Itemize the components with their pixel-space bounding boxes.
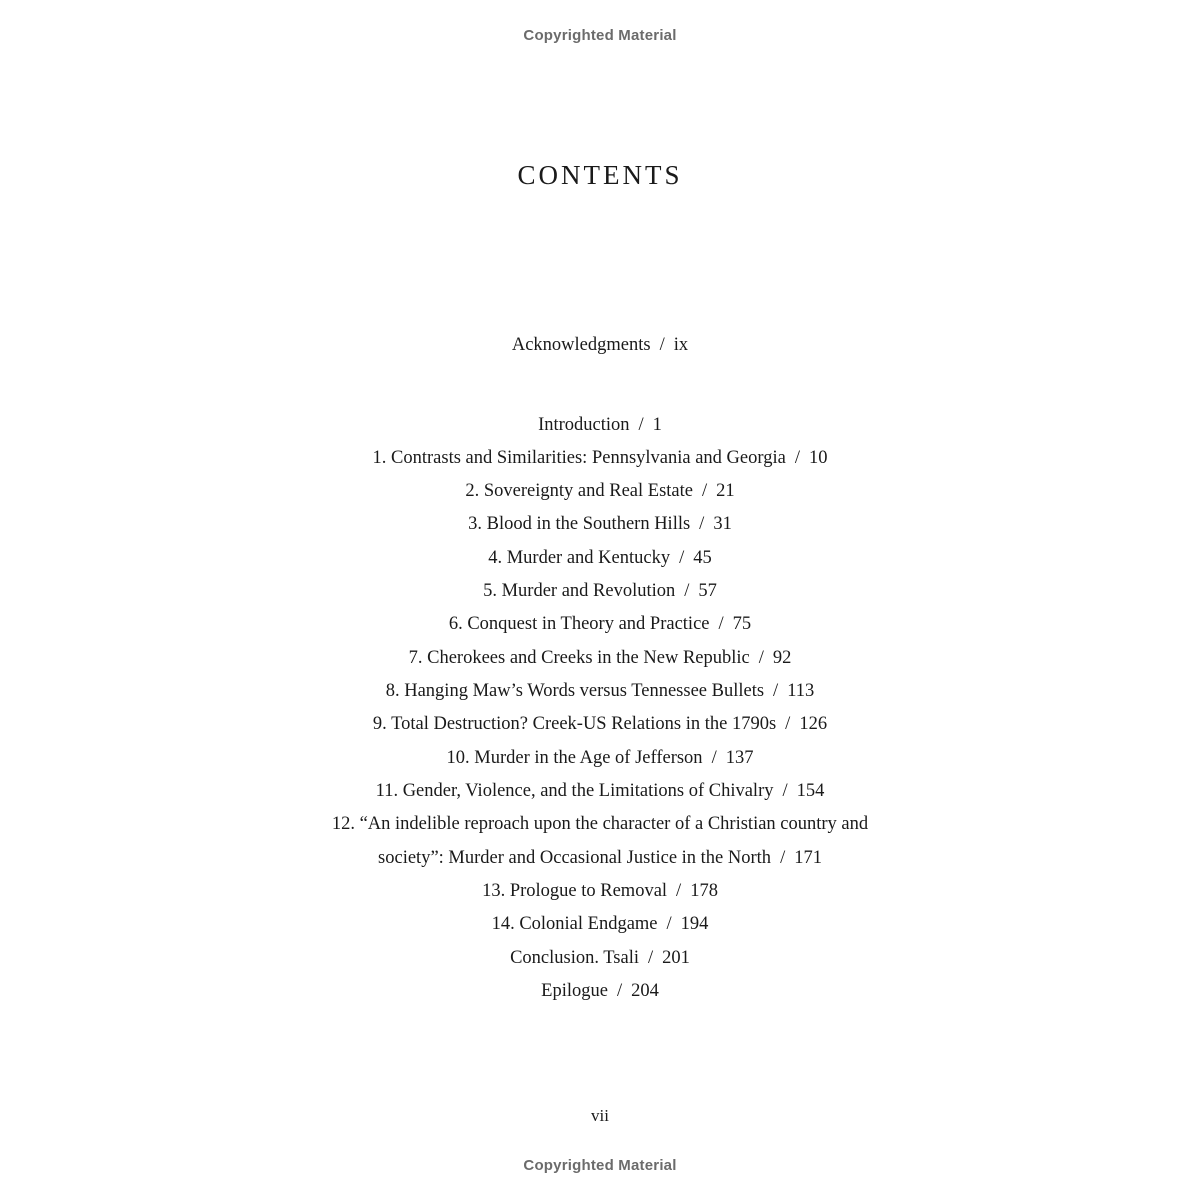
toc-separator: / bbox=[638, 415, 644, 435]
toc-entry-label: 4. Murder and Kentucky bbox=[488, 548, 671, 568]
toc-entry-label: society”: Murder and Occasional Justice in the North bbox=[378, 848, 772, 868]
toc-entry-chapter-3[interactable] bbox=[0, 512, 1200, 536]
toc-entry-introduction[interactable] bbox=[0, 413, 1200, 437]
toc-entry-chapter-11[interactable] bbox=[0, 779, 1200, 803]
toc-separator: / bbox=[794, 448, 800, 468]
toc-entry-page: 154 bbox=[796, 781, 825, 801]
toc-separator: / bbox=[666, 914, 672, 934]
toc-separator: / bbox=[676, 881, 682, 901]
toc-separator: / bbox=[684, 581, 690, 601]
toc-entry-chapter-7[interactable] bbox=[0, 646, 1200, 670]
toc-entry-label: 8. Hanging Maw’s Words versus Tennessee Bullets bbox=[385, 681, 765, 701]
toc-entry-chapter-2[interactable] bbox=[0, 479, 1200, 503]
toc-entry-label: 11. Gender, Violence, and the Limitations of Chivalry bbox=[375, 781, 774, 801]
toc-entry-label: 12. “An indelible reproach upon the character of a Christian country and bbox=[331, 814, 869, 834]
toc-entry-page: 21 bbox=[716, 481, 735, 501]
toc-entry-chapter-5[interactable] bbox=[0, 579, 1200, 603]
toc-entry-label: Acknowledgments bbox=[511, 335, 651, 355]
toc-separator: / bbox=[679, 548, 685, 568]
toc-separator: / bbox=[699, 514, 705, 534]
toc-entry-label: 13. Prologue to Removal bbox=[482, 881, 668, 901]
toc-entry-page: 45 bbox=[693, 548, 712, 568]
toc-entry-chapter-13[interactable] bbox=[0, 879, 1200, 903]
toc-separator: / bbox=[758, 648, 764, 668]
toc-entry-chapter-8[interactable] bbox=[0, 679, 1200, 703]
toc-entry-page: 75 bbox=[732, 614, 752, 634]
toc-entry-label: Introduction bbox=[538, 415, 630, 435]
toc-entry-chapter-9[interactable] bbox=[0, 712, 1200, 736]
toc-separator: / bbox=[782, 781, 788, 801]
toc-entry-label: 7. Cherokees and Creeks in the New Republic bbox=[408, 648, 750, 668]
copyright-watermark-bottom: Copyrighted Material bbox=[523, 1157, 677, 1174]
toc-entry-label: Conclusion. Tsali bbox=[510, 948, 639, 968]
toc-entry-page: 201 bbox=[662, 948, 690, 968]
toc-entry-label: 2. Sovereignty and Real Estate bbox=[465, 481, 693, 501]
toc-separator: / bbox=[659, 335, 665, 355]
toc-entry-page: 171 bbox=[794, 848, 822, 868]
toc-entry-chapter-10[interactable] bbox=[0, 746, 1200, 770]
toc-entry-page: 57 bbox=[698, 581, 717, 601]
toc-separator: / bbox=[773, 681, 779, 701]
toc-separator: / bbox=[780, 848, 786, 868]
toc-entry-label: 9. Total Destruction? Creek-US Relations in the 1790s bbox=[372, 714, 777, 734]
toc-entry-chapter-1[interactable] bbox=[0, 446, 1200, 470]
toc-entry-page: 1 bbox=[652, 415, 662, 435]
toc-entry-epilogue[interactable] bbox=[0, 979, 1200, 1003]
toc-entry-page: ix bbox=[673, 335, 689, 355]
toc-entry-page: 92 bbox=[772, 648, 792, 668]
toc-entry-page: 194 bbox=[680, 914, 709, 934]
toc-entry-page: 10 bbox=[808, 448, 828, 468]
toc-entry-label: 6. Conquest in Theory and Practice bbox=[448, 614, 710, 634]
toc-separator: / bbox=[616, 981, 623, 1001]
toc-entry-label: 10. Murder in the Age of Jefferson bbox=[446, 748, 703, 768]
toc-entry-acknowledgments[interactable] bbox=[0, 333, 1200, 357]
toc-separator: / bbox=[648, 948, 654, 968]
toc-entry-label: Epilogue bbox=[541, 981, 608, 1001]
toc-entry-page: 137 bbox=[725, 748, 754, 768]
toc-separator: / bbox=[785, 714, 791, 734]
toc-entry-label: 1. Contrasts and Similarities: Pennsylvania and Georgia bbox=[372, 448, 786, 468]
toc-entry-conclusion[interactable] bbox=[0, 946, 1200, 970]
toc-entry-chapter-12-line-2[interactable] bbox=[0, 846, 1200, 870]
toc-separator: / bbox=[711, 748, 717, 768]
toc-entry-chapter-14[interactable] bbox=[0, 912, 1200, 936]
toc-entry-page: 126 bbox=[799, 714, 828, 734]
toc-entry-chapter-4[interactable] bbox=[0, 546, 1200, 570]
toc-entry-page: 31 bbox=[713, 514, 732, 534]
toc-entry-label: 3. Blood in the Southern Hills bbox=[468, 514, 691, 534]
toc-entry-page: 178 bbox=[690, 881, 718, 901]
toc-separator: / bbox=[701, 481, 708, 501]
toc-entry-chapter-12-line-1[interactable] bbox=[0, 812, 1200, 836]
page-title: CONTENTS bbox=[517, 160, 683, 190]
toc-entry-label: 14. Colonial Endgame bbox=[491, 914, 658, 934]
toc-entry-page: 113 bbox=[787, 681, 815, 701]
page-number: vii bbox=[591, 1106, 609, 1125]
toc-separator: / bbox=[718, 614, 724, 634]
copyright-watermark-top: Copyrighted Material bbox=[523, 27, 677, 44]
toc-entry-chapter-6[interactable] bbox=[0, 612, 1200, 636]
toc-entry-label: 5. Murder and Revolution bbox=[483, 581, 676, 601]
toc-entry-page: 204 bbox=[631, 981, 659, 1001]
